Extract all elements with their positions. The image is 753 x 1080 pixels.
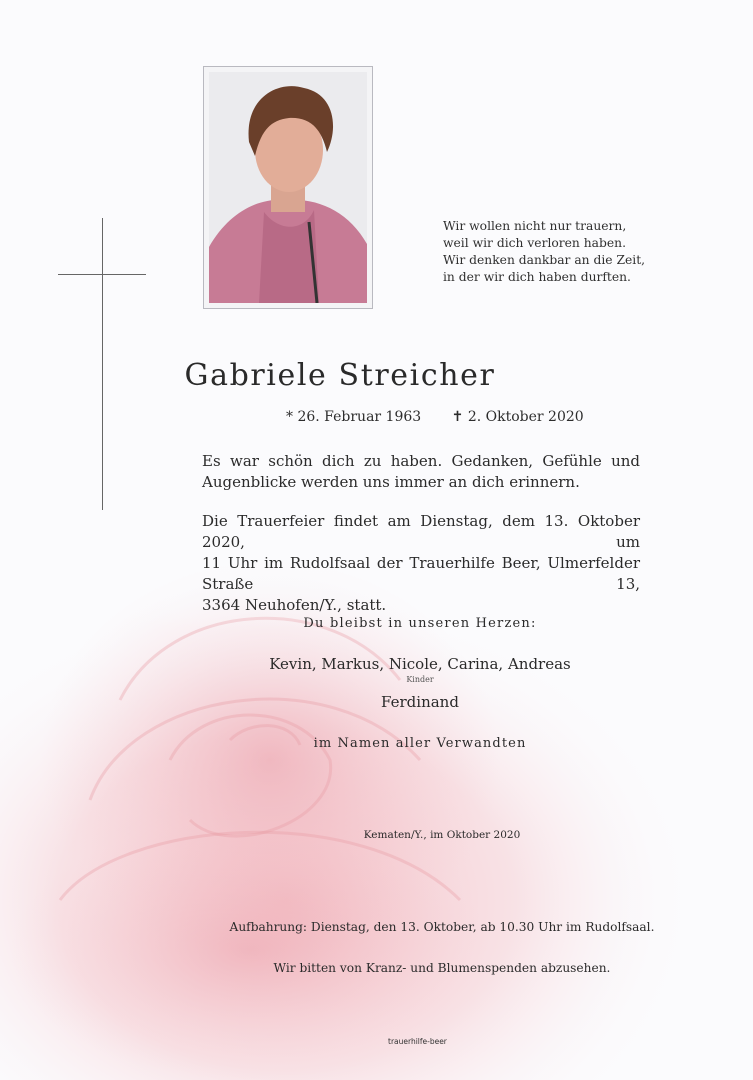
funeral-info-line: Die Trauerfeier findet am Dienstag, dem 13. Oktober 2020, um bbox=[202, 512, 640, 551]
place-and-date: Kematen/Y., im Oktober 2020 bbox=[363, 829, 521, 841]
deceased-name: Gabriele Streicher bbox=[184, 358, 496, 393]
funeral-info-line: 11 Uhr im Rudolfsaal der Trauerhilfe Beer, Ulmerfelder Straße 13, bbox=[202, 554, 640, 593]
footer-brand: trauerhilfe-beer bbox=[388, 1037, 447, 1046]
memory-paragraph: Es war schön dich zu haben. Gedanken, Gefühle und Augenblicke werden uns immer an dich erinnern. bbox=[202, 452, 640, 491]
funeral-info-line: 3364 Neuhofen/Y., statt. bbox=[202, 596, 387, 614]
poem-line: in der wir dich haben durften. bbox=[443, 270, 631, 284]
laying-out-info: Aufbahrung: Dienstag, den 13. Oktober, ab 10.30 Uhr im Rudolfsaal. bbox=[229, 920, 655, 934]
poem-line: weil wir dich verloren haben. bbox=[443, 236, 626, 250]
donations-note: Wir bitten von Kranz- und Blumenspenden abzusehen. bbox=[273, 961, 611, 975]
portrait-photo bbox=[209, 72, 367, 303]
poem-line: Wir denken dankbar an die Zeit, bbox=[443, 253, 646, 267]
children-names: Kevin, Markus, Nicole, Carina, Andreas bbox=[269, 655, 571, 673]
portrait-photo-frame bbox=[203, 66, 373, 309]
funeral-info-paragraph bbox=[202, 511, 640, 616]
children-label: Kinder bbox=[406, 675, 434, 684]
cross-horizontal-line bbox=[58, 274, 146, 275]
partner-name: Ferdinand bbox=[381, 693, 459, 711]
relatives-line: im Namen aller Verwandten bbox=[313, 736, 527, 751]
poem bbox=[443, 218, 646, 286]
poem-line: Wir wollen nicht nur trauern, bbox=[443, 219, 627, 233]
birth-date: * 26. Februar 1963 bbox=[286, 409, 422, 425]
motto: Du bleibst in unseren Herzen: bbox=[303, 616, 537, 631]
death-date: ✝ 2. Oktober 2020 bbox=[451, 409, 584, 425]
life-dates bbox=[286, 409, 584, 425]
